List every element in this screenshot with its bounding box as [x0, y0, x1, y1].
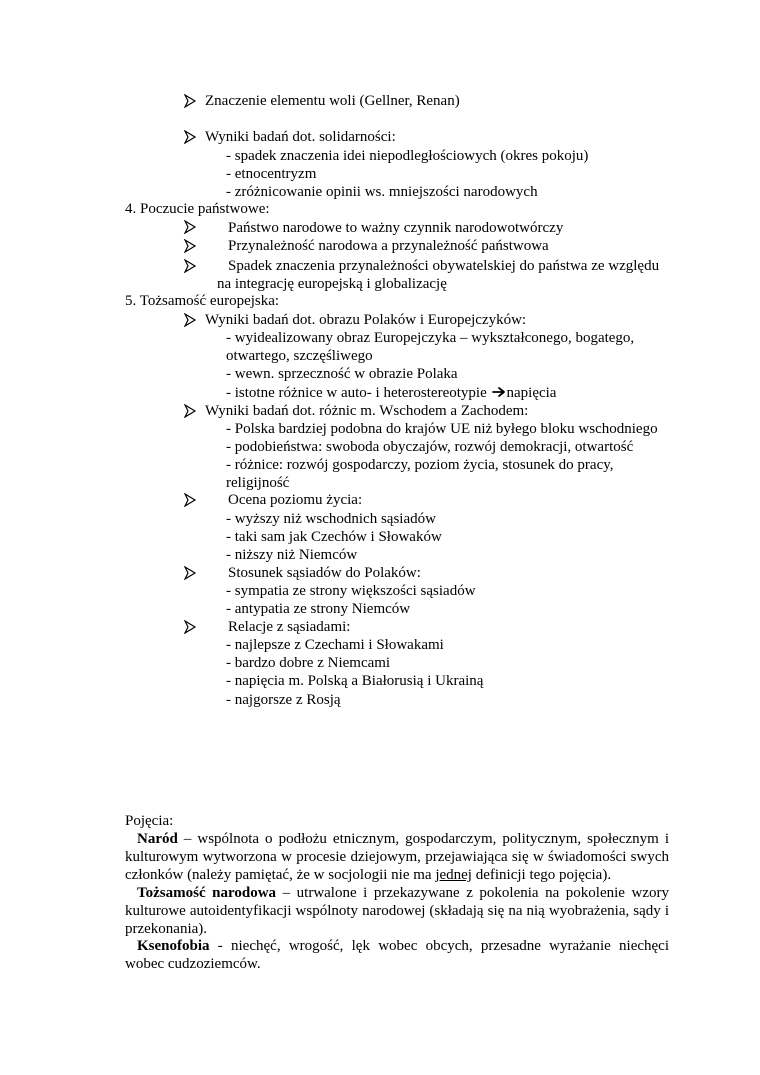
list-item-continuation: otwartego, szczęśliwego [226, 348, 373, 364]
list-item: Spadek znaczenia przynależności obywatelskiej do państwa ze względu [228, 258, 660, 274]
definition-text: - niechęć, wrogość, lęk wobec obcych, przesadne wyrażanie niechęci wobec cudzoziemców. [125, 938, 669, 972]
arrowhead-bullet-icon [183, 313, 197, 327]
list-item: - Polska bardziej podobna do krajów UE niż byłego bloku wschodniego [226, 421, 658, 437]
bullet-relations: Relacje z sąsiadami: [228, 619, 351, 635]
list-item: - wyższy niż wschodnich sąsiadów [226, 511, 436, 527]
concepts-heading: Pojęcia: [125, 813, 174, 829]
arrowhead-bullet-icon [183, 259, 197, 273]
list-item: - taki sam jak Czechów i Słowaków [226, 529, 442, 545]
term: Naród [137, 831, 178, 847]
section-heading: 5. Tożsamość europejska: [125, 293, 280, 309]
arrowhead-bullet-icon [183, 239, 197, 253]
section-heading: 4. Poczucie państwowe: [125, 201, 270, 217]
list-item: - napięcia m. Polską a Białorusią i Ukrainą [226, 673, 484, 689]
bullet-east-west: Wyniki badań dot. różnic m. Wschodem a Zachodem: [205, 403, 529, 419]
list-item: - różnice: rozwój gospodarczy, poziom życia, stosunek do pracy, [226, 457, 614, 473]
list-item-text: napięcia [506, 385, 557, 401]
list-item: - etnocentryzm [226, 166, 317, 182]
bullet-neighbours-attitude: Stosunek sąsiadów do Polaków: [228, 565, 421, 581]
arrowhead-bullet-icon [183, 493, 197, 507]
list-item: - zróżnicowanie opinii ws. mniejszości narodowych [226, 184, 538, 200]
list-item: - spadek znaczenia idei niepodległościowych (okres pokoju) [226, 148, 589, 164]
arrowhead-bullet-icon [183, 220, 197, 234]
right-arrow-icon [492, 386, 506, 398]
term: Tożsamość narodowa [137, 885, 277, 901]
arrowhead-bullet-icon [183, 94, 197, 108]
list-item-continuation: na integrację europejską i globalizację [217, 276, 447, 292]
bullet-europe-image: Wyniki badań dot. obrazu Polaków i Europejczyków: [205, 312, 527, 328]
arrowhead-bullet-icon [183, 404, 197, 418]
list-item: - bardzo dobre z Niemcami [226, 655, 391, 671]
list-item: - wewn. sprzeczność w obrazie Polaka [226, 366, 458, 382]
list-item: - podobieństwa: swoboda obyczajów, rozwój demokracji, otwartość [226, 439, 634, 455]
list-item: - najlepsze z Czechami i Słowakami [226, 637, 444, 653]
list-item: - antypatia ze strony Niemców [226, 601, 411, 617]
list-item: - wyidealizowany obraz Europejczyka – wykształconego, bogatego, [226, 330, 635, 346]
list-item: - najgorsze z Rosją [226, 692, 341, 708]
bullet-solidarity: Wyniki badań dot. solidarności: [205, 129, 396, 145]
list-item: Państwo narodowe to ważny czynnik narodowotwórczy [228, 220, 564, 236]
list-item [226, 384, 556, 402]
bullet-will: Znaczenie elementu woli (Gellner, Renan) [205, 93, 460, 109]
arrowhead-bullet-icon [183, 566, 197, 580]
list-item-text: - istotne różnice w auto- i heterostereotypie [226, 385, 491, 401]
definition-text: definicji tego pojęcia). [471, 867, 612, 883]
definition-tozsamosc [125, 884, 669, 938]
definition-underlined: jednej [435, 867, 472, 883]
definition-ksenofobia [125, 937, 669, 973]
term: Ksenofobia [137, 938, 210, 954]
list-item: - sympatia ze strony większości sąsiadów [226, 583, 476, 599]
arrowhead-bullet-icon [183, 130, 197, 144]
definition-text: – wspólnota o podłożu etnicznym, gospodarczym, politycznym, społecznym i kulturowym wytworzona w procesie dziejowym, przejawiająca się w świadomości swych członków (należy pamiętać, że w socjologii nie ma [125, 831, 669, 883]
list-item: Przynależność narodowa a przynależność państwowa [228, 238, 549, 254]
definition-narod [125, 830, 669, 884]
definition-text: – utrwalone i przekazywane z pokolenia na pokolenie wzory kulturowe autoidentyfikacji wspólnoty narodowej (składają się na nią wyobrażenia, sądy i przekonania). [125, 885, 669, 937]
bullet-living-standard: Ocena poziomu życia: [228, 492, 363, 508]
list-item: - niższy niż Niemców [226, 547, 358, 563]
list-item-continuation: religijność [226, 475, 290, 491]
arrowhead-bullet-icon [183, 620, 197, 634]
